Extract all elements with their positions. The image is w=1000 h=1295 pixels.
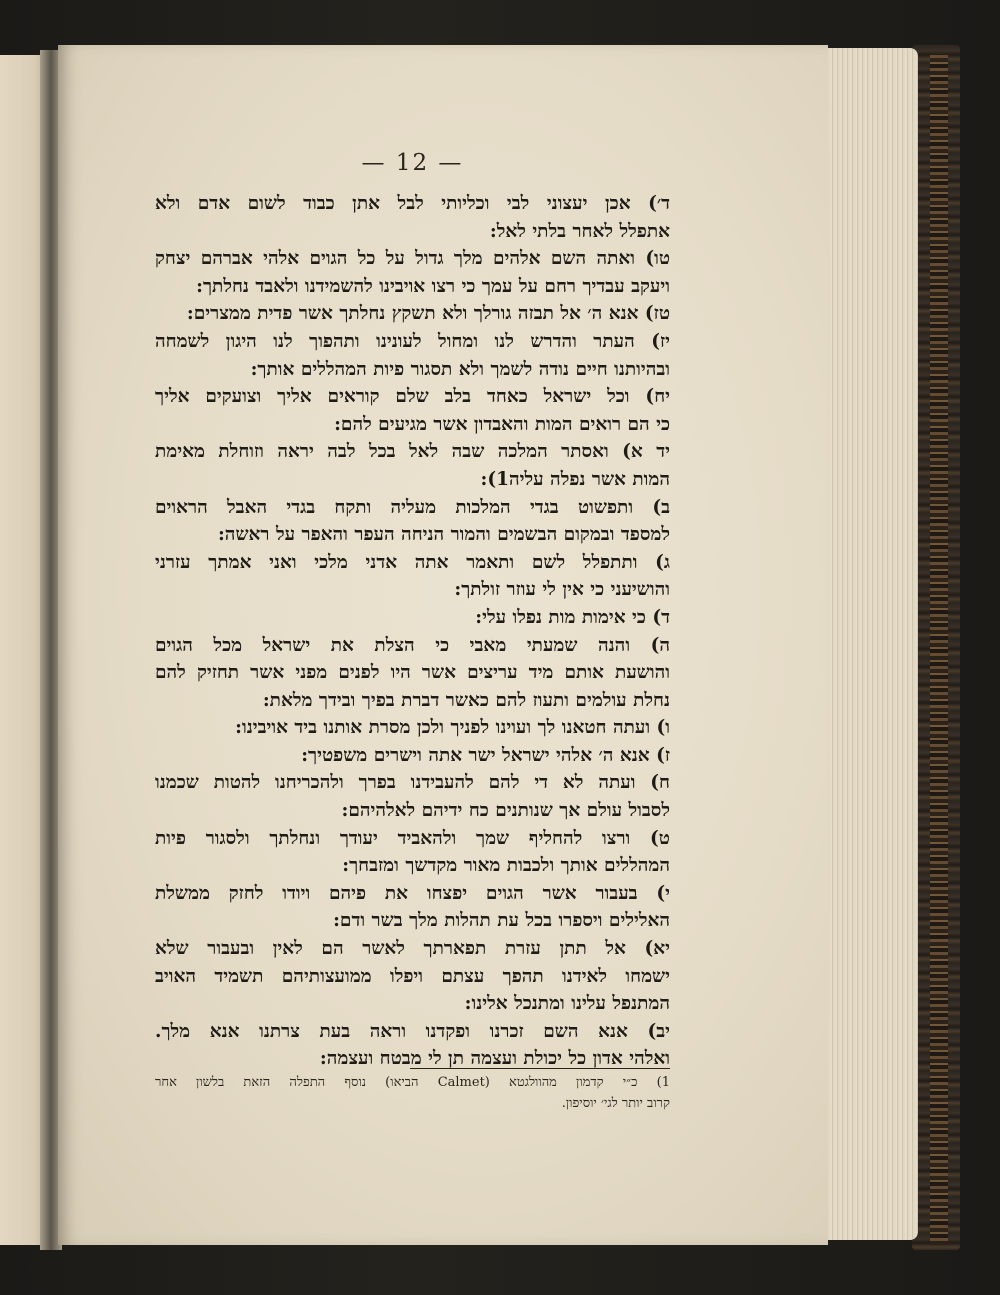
text-line: ובהיותנו חיים נודה לשמך ולא תסגור פיות המהללים אותך: xyxy=(250,358,670,380)
text-line: ג) ותתפלל לשם ותאמר אתה אדני מלכי ואני אמתך עזרני xyxy=(155,551,670,573)
footnote xyxy=(155,1072,670,1114)
text-line: י) בעבור אשר הגוים יפצחו את פיהם ויודו לחזק ממשלת xyxy=(155,882,670,904)
text-line: ה) והנה שמעתי מאבי כי הצלת את ישראל מכל הגוים xyxy=(155,634,670,656)
footnote-rule xyxy=(410,1068,670,1069)
text-line: ויעקב עבדיך רחם על עמך כי רצו אויבינו להשמידנו ולאבד נחלתך: xyxy=(196,275,670,297)
text-line: כי הם רואים המות והאבדון אשר מגיעים להם: xyxy=(334,413,670,435)
worn-spine-edge xyxy=(930,55,948,1245)
text-line: לסבול עולם אך שנותנים כח ידיהם לאלהיהם: xyxy=(341,800,670,822)
text-line: טו) ואתה השם אלהים מלך גדול על כל הגוים אלהי אברהם יצחק xyxy=(155,248,670,270)
text-line: אתפלל לאחר בלתי לאל: xyxy=(489,220,670,242)
text-line: למספד ובמקום הבשמים והמור הניחה העפר והאפר על ראשה: xyxy=(217,524,670,546)
text-line: והושיעני כי אין לי עוזר זולתך: xyxy=(454,579,670,601)
text-line: יד א) ואסתר המלכה שבה לאל בכל לבה יראה וזוחלת מאימת xyxy=(155,441,670,463)
text-line: המתנפל עלינו ומתנכל אלינו: xyxy=(464,993,670,1015)
body-text xyxy=(155,190,670,1073)
text-line: יא) אל תתן עזרת תפארתך לאשר הם לאין ובעבור שלא xyxy=(155,938,670,960)
text-line: ד) כי אימות מות נפלו עלי: xyxy=(475,606,670,628)
text-line: ישמחו לאידנו תהפך עצתם ויפלו ממועצותיהם תשמיד האויב xyxy=(155,965,670,987)
text-line: יב) אנא השם זכרנו ופקדנו וראה בעת צרתנו אנא מלך. xyxy=(155,1020,670,1042)
page-number: — 12 — xyxy=(361,150,464,176)
text-line: ו) ועתה חטאנו לך ועוינו לפניך ולכן מסרת אותנו ביד אויבינו: xyxy=(235,717,670,739)
text-line: המות אשר נפלה עליה1): xyxy=(480,468,670,490)
text-line: ט) ורצו להחליף שמך ולהאביד יעודך ונחלתך ולסגור פיות xyxy=(155,827,670,849)
footnote-line: 1) כ״י קדמון מהוולגטא (Calmet הביאו) נוסף התפלה הזאת בלשון אחר xyxy=(155,1075,670,1090)
footnote-line: קרוב יותר לגי׳ יוסיפון. xyxy=(561,1096,670,1111)
text-line: יז) העתר והדרש לנו ומחול לעונינו ותהפוך לנו היגון לשמחה xyxy=(155,330,670,352)
text-line: ב) ותפשוט בגדי המלכות מעליה ותקח בגדי האבל הראוים xyxy=(155,496,670,518)
text-line: האלילים ויספרו בכל עת תהלות מלך בשר ודם: xyxy=(333,910,670,932)
text-line: טז) אנא ה׳ אל תבזה גורלך ולא תשקץ נחלתך אשר פדית ממצרים: xyxy=(186,303,670,325)
text-line: יח) וכל ישראל כאחד בלב שלם קוראים אליך וצועקים אליך xyxy=(155,386,670,408)
text-line: ואלהי אדון כל יכולת ועצמה תן לי מבטח ועצמה: xyxy=(319,1048,670,1070)
text-line: ז) אנא ה׳ אלהי ישראל ישר אתה וישרים משפטיך: xyxy=(301,744,670,766)
text-line: ח) ועתה לא די להם להעבידנו בפרך ולהכריחנו להטות שכמנו xyxy=(155,772,670,794)
text-line: נחלת עולמים ותעוז להם כאשר דברת בפיך ובידך מלאת: xyxy=(262,689,670,711)
text-line: ד׳) אכן יעצוני לבי וכליותי לבל אתן כבוד לשום אדם ולא xyxy=(155,193,670,214)
text-line: המהללים אותך ולכבות מאור מקדשך ומזבחך: xyxy=(342,855,670,877)
text-line: והושעת אותם מיד עריצים אשר היו לפנים מפני אשר תחזיק להם xyxy=(155,662,670,684)
